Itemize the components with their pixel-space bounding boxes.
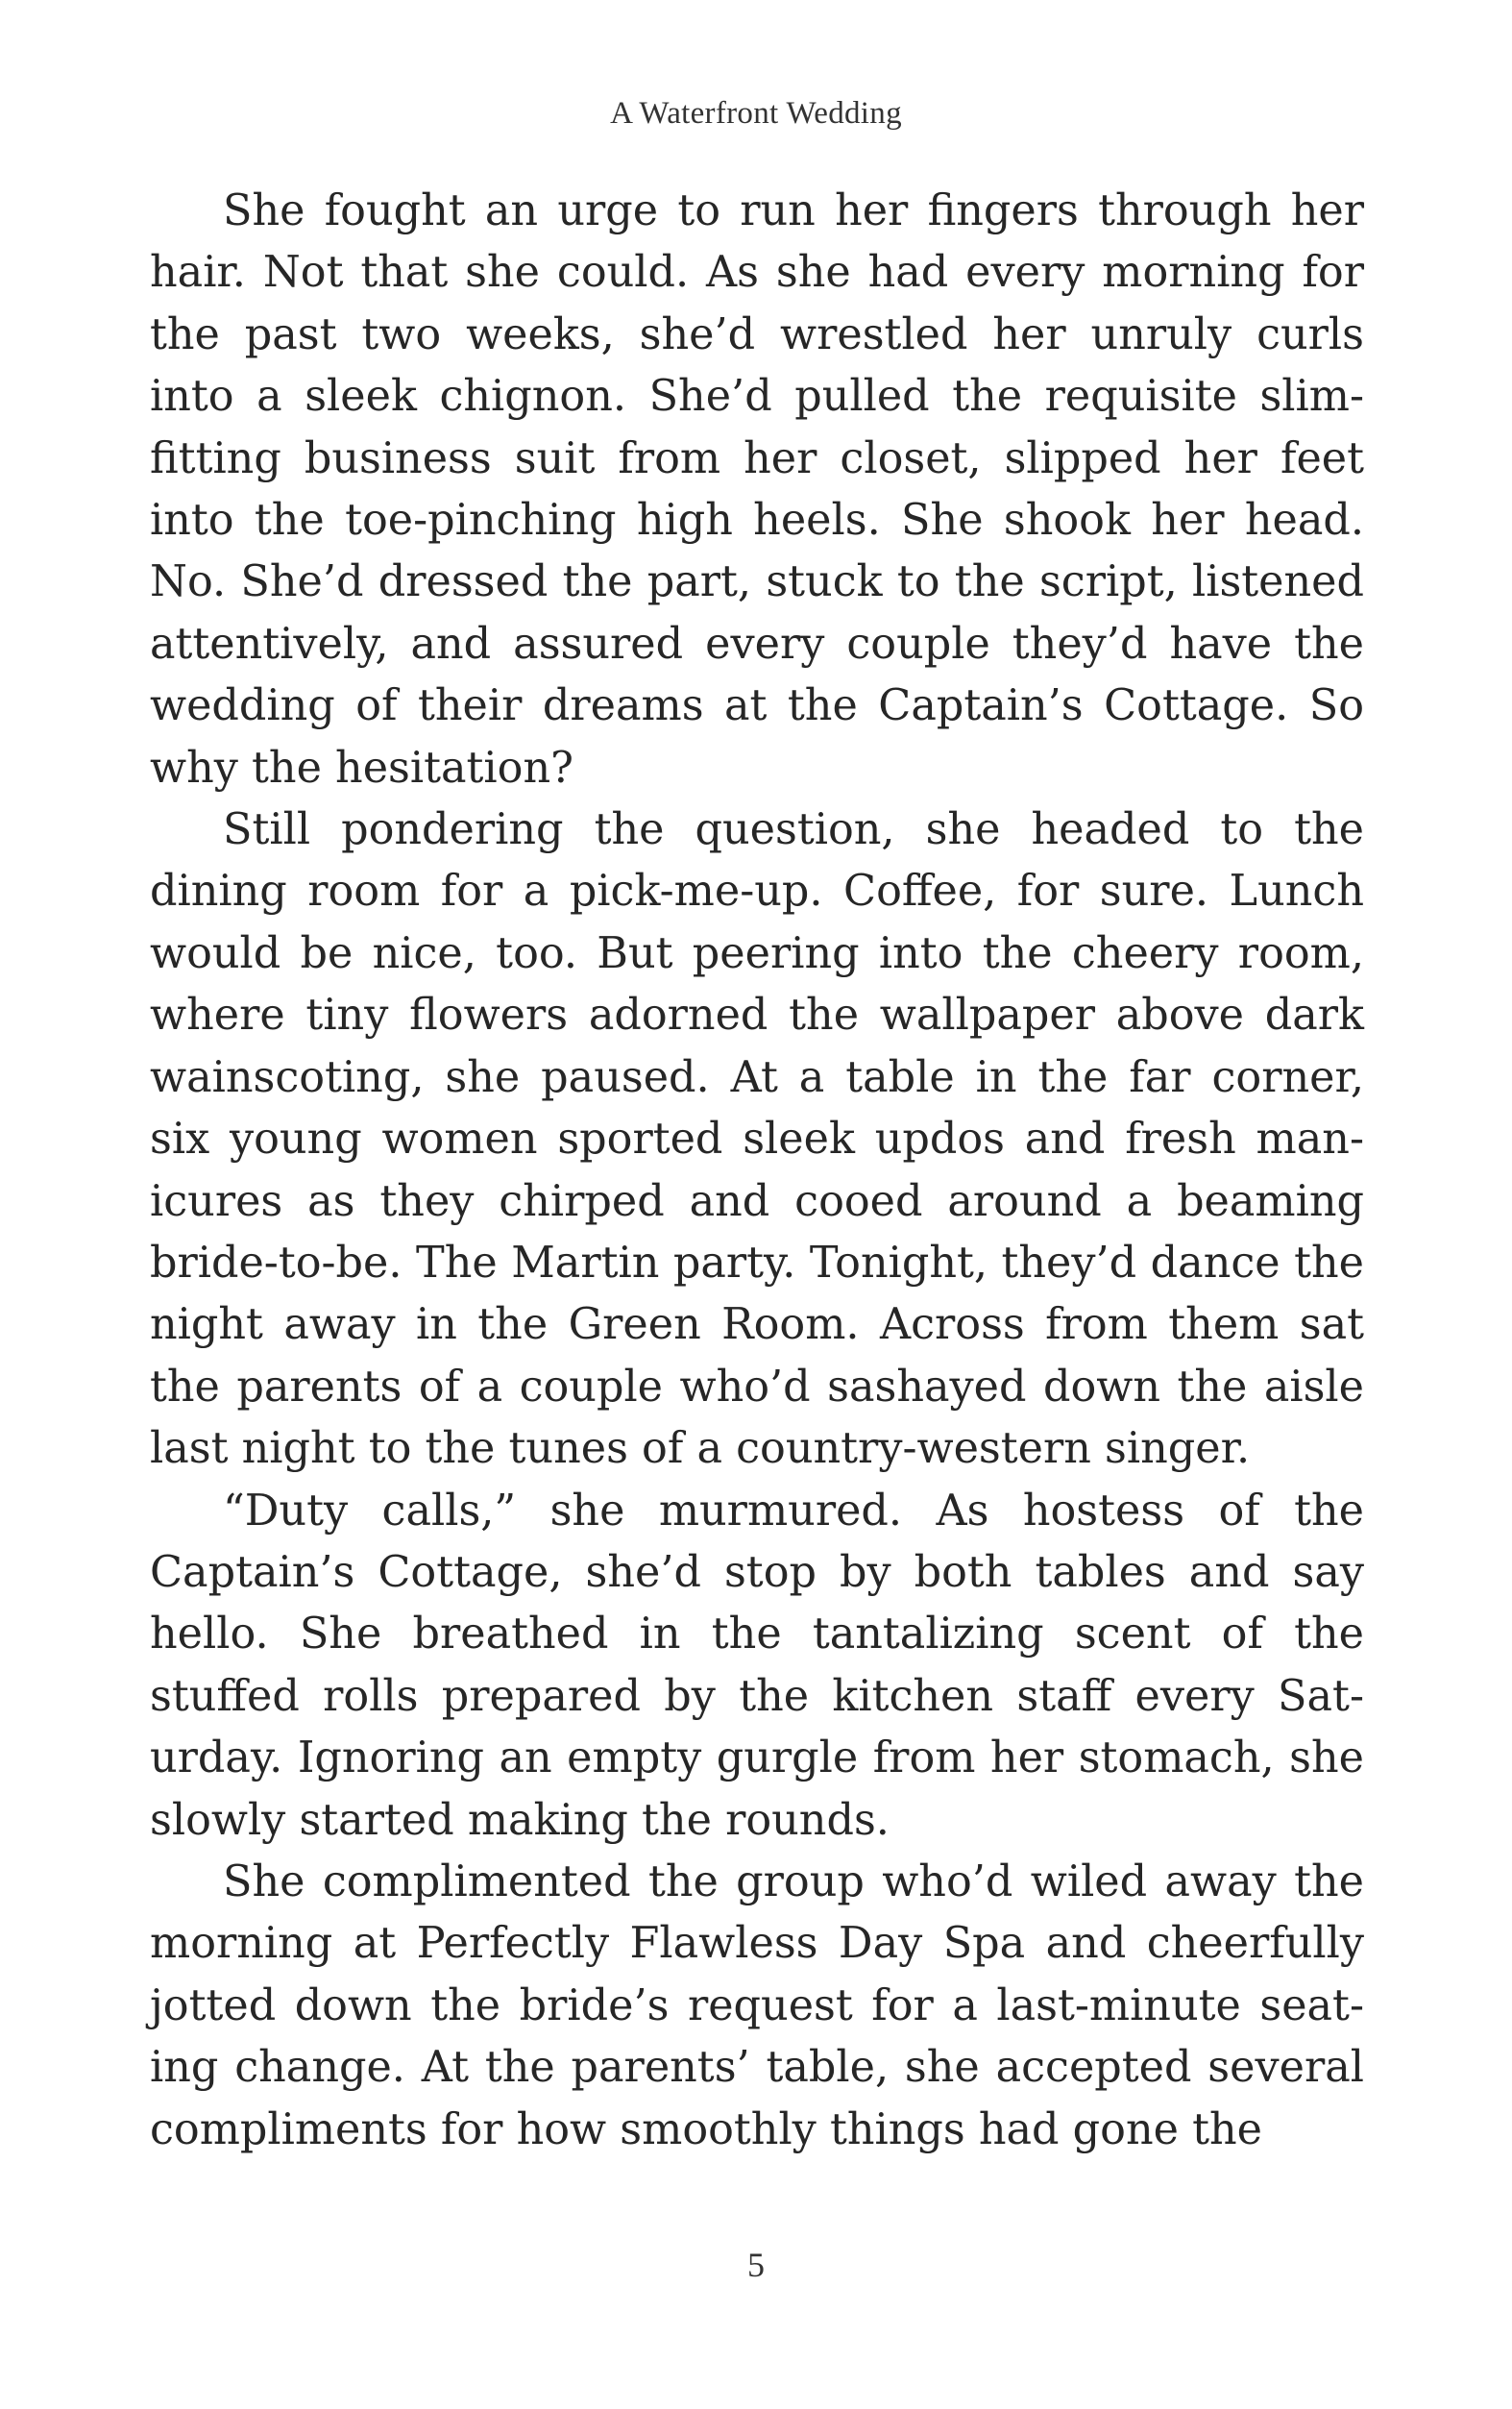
running-head: A Waterfront Wedding	[610, 96, 902, 131]
paragraph-2: Still pondering the question, she headed to the dining room for a pick-me-up. Coffee, for sure. Lunch would be nice, too. But peering into the cheery room, where tiny flowers adorned the wallpaper above dark wainscoting, she paused. At a table in the far corner, six young women sported sleek updos and fresh manicures as they chirped and cooed around a beaming bride-to-be. The Martin party. Tonight, they’d dance the night away in the Green Room. Across from them sat the parents of a couple who’d sashayed down the aisle last night to the tunes of a country-western singer.	[150, 805, 1364, 1474]
paragraph-1: She fought an urge to run her fingers through her hair. Not that she could. As she had every morning for the past two weeks, she’d wrestled her unruly curls into a sleek chignon. She’d pulled the requisite slim-fitting business suit from her closet, slipped her feet into the toe-pinching high heels. She shook her head. No. She’d dressed the part, stuck to the script, listened attentively, and assured every couple they’d have the wedding of their dreams at the Captain’s Cottage. So why the hesitation?	[150, 186, 1364, 793]
page-number: 5	[747, 2246, 765, 2284]
paragraph-4: She complimented the group who’d wiled away the morning at Perfectly Flawless Day Spa and cheerfully jotted down the bride’s request for a last-minute seating change. At the parents’ table, she accepted several compliments for how smoothly things had gone the	[150, 1856, 1364, 2154]
paragraph-3: “Duty calls,” she murmured. As hostess of the Captain’s Cottage, she’d stop by both tables and say hello. She breathed in the tantalizing scent of the stuffed rolls prepared by the kitchen staff every Saturday. Ignoring an empty gurgle from her stomach, she slowly started making the rounds.	[150, 1486, 1364, 1845]
body-text	[150, 181, 1364, 2161]
